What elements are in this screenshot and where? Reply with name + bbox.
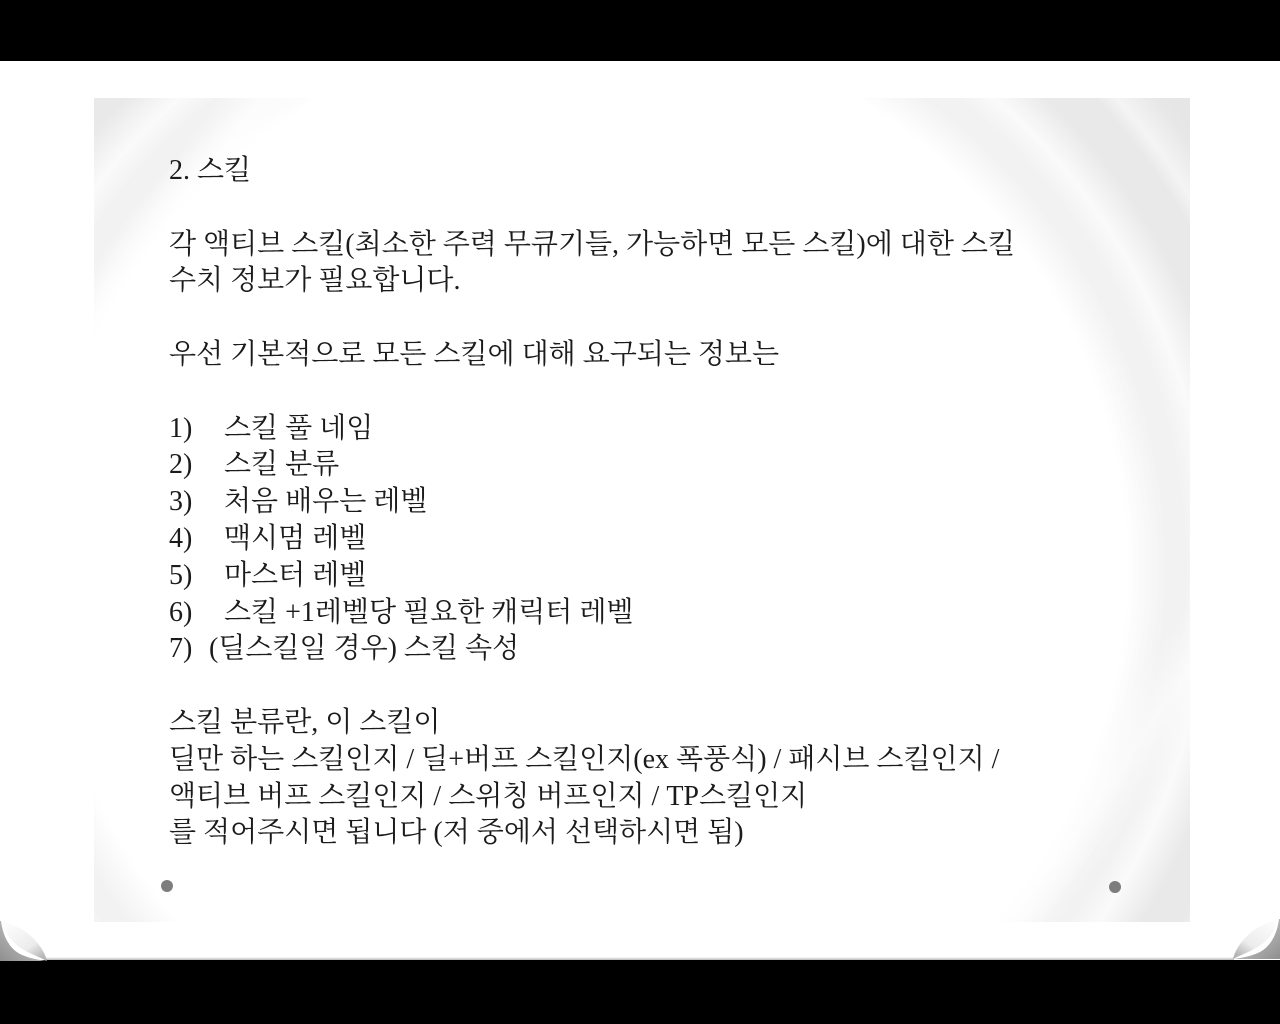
paragraph-line: 스킬 분류란, 이 스킬이: [169, 706, 441, 738]
list-item-label: 맥시멈 레벨: [224, 522, 367, 554]
list-item-label: 스킬 분류: [224, 449, 340, 481]
list-item-number: 1): [169, 412, 193, 444]
list-item: [169, 558, 1015, 595]
spacer-line: [169, 374, 1015, 411]
spacer-line: [169, 668, 1015, 705]
decorative-dot-right: [1109, 881, 1121, 893]
spacer-line: [169, 300, 1015, 337]
list-item: [169, 631, 1015, 668]
list-item-number: 4): [169, 522, 193, 554]
decorative-dot-left: [161, 880, 173, 892]
list-item: [169, 447, 1015, 484]
letterbox-bottom: [0, 960, 1280, 1024]
paragraph-line: 를 적어주시면 됩니다 (저 중에서 선택하시면 됨): [169, 817, 744, 849]
list-item-number: 3): [169, 486, 193, 518]
list-item: [169, 521, 1015, 558]
list-item: [169, 595, 1015, 632]
page-curl-left-icon: [0, 921, 48, 961]
letterbox-top: [0, 0, 1280, 61]
list-item-number: 2): [169, 449, 193, 481]
slide-background: [94, 98, 1190, 922]
list-item-label: 마스터 레벨: [224, 559, 367, 591]
list-item-label: 스킬 풀 네임: [224, 412, 374, 444]
list-item-label: 스킬 +1레벨당 필요한 캐릭터 레벨: [224, 596, 634, 628]
page-curl-right-icon: [1232, 917, 1280, 961]
list-item-label: 처음 배우는 레벨: [224, 486, 428, 518]
spacer-line: [169, 190, 1015, 227]
list-item: [169, 484, 1015, 521]
list-item-label: (딜스킬일 경우) 스킬 속성: [209, 633, 520, 665]
paper-page: [0, 61, 1280, 960]
paragraph-line: 액티브 버프 스킬인지 / 스위칭 버프인지 / TP스킬인지: [169, 780, 808, 812]
page-bottom-edge-shadow: [46, 957, 1234, 960]
paragraph-line: 수치 정보가 필요합니다.: [169, 265, 461, 297]
list-item-number: 5): [169, 559, 193, 591]
list-item: [169, 411, 1015, 448]
list-item-number: 7): [169, 633, 193, 665]
slide-text-block: [169, 153, 1015, 852]
paragraph-line: 딜만 하는 스킬인지 / 딜+버프 스킬인지(ex 폭풍식) / 패시브 스킬인지 /: [169, 743, 1000, 775]
list-item-number: 6): [169, 596, 193, 628]
paragraph-line: 각 액티브 스킬(최소한 주력 무큐기들, 가능하면 모든 스킬)에 대한 스킬: [169, 228, 1015, 260]
paragraph-line: 우선 기본적으로 모든 스킬에 대해 요구되는 정보는: [169, 338, 780, 370]
slide-title: 2. 스킬: [169, 155, 252, 186]
